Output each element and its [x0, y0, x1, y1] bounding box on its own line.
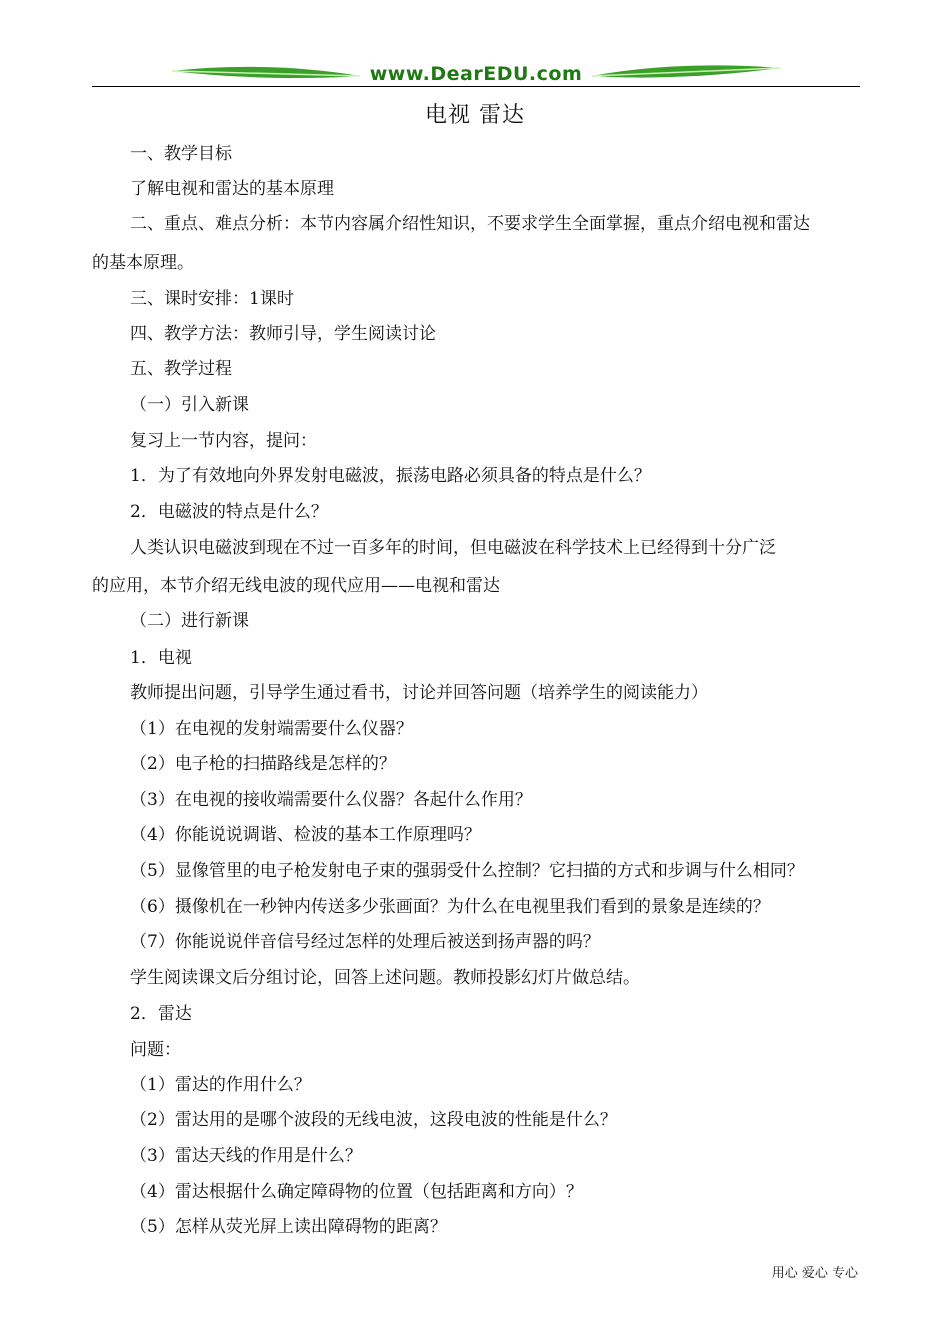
- page-footer: 用心 爱心 专心: [771, 1266, 858, 1281]
- question-item: （6）摄像机在一秒钟内传送多少张画面？为什么在电视里我们看到的景象是连续的？: [130, 897, 770, 917]
- question-item: （4）雷达根据什么确定障碍物的位置（包括距离和方向）？: [130, 1182, 583, 1202]
- paragraph: 了解电视和雷达的基本原理: [130, 179, 334, 199]
- question-item: （3）在电视的接收端需要什么仪器？各起什么作用？: [130, 790, 532, 810]
- list-item: 2．电磁波的特点是什么？: [130, 502, 328, 522]
- question-item: （2）雷达用的是哪个波段的无线电波，这段电波的性能是什么？: [130, 1110, 617, 1130]
- question-item: （5）显像管里的电子枪发射电子束的强弱受什么控制？它扫描的方式和步调与什么相同？: [130, 861, 804, 881]
- subsection-heading: （一）引入新课: [130, 395, 249, 415]
- section-heading-objectives: 一、教学目标: [130, 144, 232, 164]
- site-logo-text: www.DearEDU.com: [369, 63, 583, 85]
- topic-heading-radar: 2．雷达: [130, 1004, 192, 1024]
- subsection-heading: （二）进行新课: [130, 611, 249, 631]
- section-heading-method: 四、教学方法：教师引导，学生阅读讨论: [130, 324, 436, 344]
- question-item: （7）你能说说伴音信号经过怎样的处理后被送到扬声器的吗？: [130, 932, 600, 952]
- question-item: （2）电子枪的扫描路线是怎样的？: [130, 754, 396, 774]
- page-title: 电视 雷达: [425, 103, 525, 128]
- paragraph: 学生阅读课文后分组讨论，回答上述问题。教师投影幻灯片做总结。: [130, 968, 640, 988]
- question-item: （5）怎样从荧光屏上读出障碍物的距离？: [130, 1217, 447, 1237]
- question-item: （1）在电视的发射端需要什么仪器？: [130, 719, 413, 739]
- header-divider: [92, 86, 860, 87]
- paragraph: 教师提出问题，引导学生通过看书，讨论并回答问题（培养学生的阅读能力）: [130, 683, 708, 703]
- paragraph: 人类认识电磁波到现在不过一百多年的时间，但电磁波在科学技术上已经得到十分广泛: [130, 538, 776, 558]
- site-header: [92, 58, 860, 90]
- paragraph-continuation: 的应用，本节介绍无线电波的现代应用——电视和雷达: [92, 576, 500, 596]
- paragraph: 问题：: [130, 1040, 181, 1060]
- section-heading-process: 五、教学过程: [130, 359, 232, 379]
- paragraph: 复习上一节内容，提问：: [130, 431, 317, 451]
- section-heading-key-points: 二、重点、难点分析：本节内容属介绍性知识，不要求学生全面掌握，重点介绍电视和雷达: [130, 214, 810, 234]
- question-item: （1）雷达的作用什么？: [130, 1075, 311, 1095]
- section-heading-schedule: 三、课时安排：1课时: [130, 289, 294, 309]
- paragraph-continuation: 的基本原理。: [92, 253, 194, 273]
- list-item: 1．为了有效地向外界发射电磁波，振荡电路必须具备的特点是什么？: [130, 466, 651, 486]
- question-item: （3）雷达天线的作用是什么？: [130, 1146, 362, 1166]
- question-item: （4）你能说说调谐、检波的基本工作原理吗？: [130, 825, 481, 845]
- topic-heading-tv: 1．电视: [130, 648, 192, 668]
